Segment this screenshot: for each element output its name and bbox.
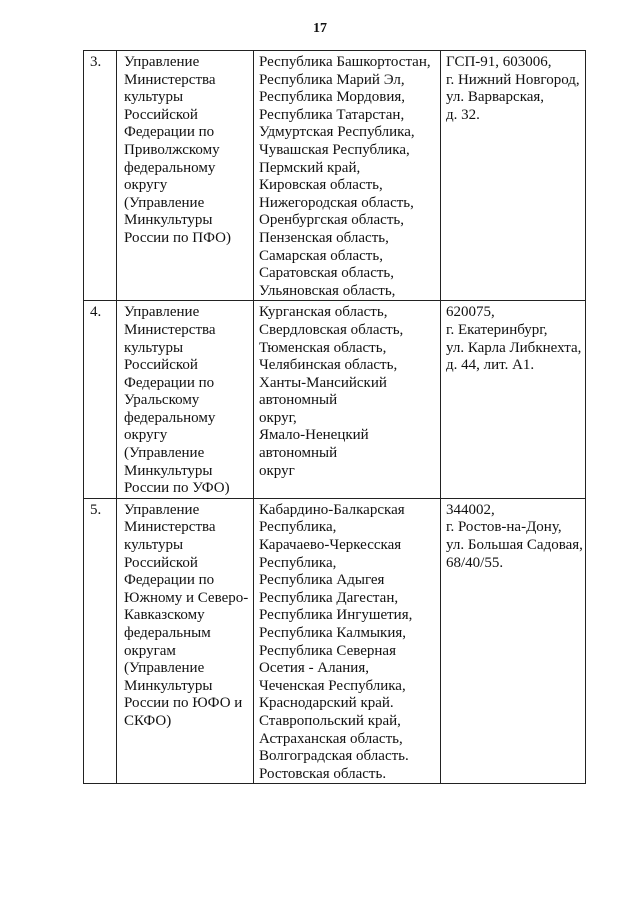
cell-line: федеральным (124, 625, 211, 641)
cell-line: Российской (124, 554, 198, 571)
cell-line: Ямало-Ненецкий (259, 427, 369, 444)
cell-line: Управление (124, 54, 200, 70)
cell-line: ул. Варварская, (446, 89, 545, 106)
cell-line: ул. Большая Садовая, (446, 537, 583, 554)
cell-line: культуры (124, 537, 184, 554)
cell-line: Пензенская область, (259, 229, 389, 246)
cell-line: Минкультуры (124, 462, 213, 479)
cell-line: России по УФО) (124, 480, 230, 497)
cell-line: (Управление (124, 445, 205, 462)
cell-line: 620075, (446, 304, 495, 321)
cell-line: Уральскому (124, 392, 200, 409)
table-row (84, 51, 586, 301)
cell-line: Карачаево-Черкесская (259, 537, 402, 554)
cell-line: Республика Марий Эл, (259, 71, 405, 88)
cell-line: Минкультуры (124, 212, 213, 229)
cell-line: федеральному (124, 409, 216, 426)
cell-line: Пермский край, (259, 159, 361, 176)
cell-line: Оренбургская область, (259, 212, 404, 229)
table-row (84, 498, 586, 784)
cell-line: (Управление (124, 194, 205, 211)
cell-line: 344002, (446, 501, 495, 518)
cell-line: г. Нижний Новгород, (446, 71, 580, 88)
cell-line: Министерства (124, 71, 216, 88)
cell-line: д. 32. (446, 106, 480, 123)
cell-line: культуры (124, 89, 184, 106)
authority-name-cell (117, 301, 254, 499)
cell-line: России по ЮФО и (124, 695, 243, 712)
authority-name-cell (117, 498, 254, 784)
cell-line: Курганская область, (259, 304, 388, 321)
cell-line: Минкультуры (124, 677, 213, 694)
cell-line: Республика, (259, 554, 337, 571)
cell-line: Волгоградская область. (259, 748, 409, 765)
cell-line: Ханты-Мансийский (259, 374, 387, 391)
cell-line: Приволжскому (124, 141, 220, 158)
cell-line: Российской (124, 357, 198, 374)
regions-cell (254, 51, 441, 301)
cell-line: Управление (124, 304, 200, 321)
cell-line: Республика Северная (259, 642, 396, 659)
cell-line: Краснодарский край. (259, 695, 394, 712)
cell-line: 68/40/55. (446, 554, 504, 571)
cell-line: ул. Карла Либкнехта, (446, 339, 582, 356)
cell-line: Управление (124, 501, 200, 518)
address-cell (441, 51, 586, 301)
cell-line: Ульяновская область, (259, 282, 396, 299)
row-number-cell: 4. (84, 301, 117, 499)
cell-line: округам (124, 642, 176, 659)
cell-line: Самарская область, (259, 247, 383, 264)
cell-line: Осетия - Алания, (259, 660, 369, 677)
cell-line: Саратовская область, (259, 265, 395, 282)
cell-line: Республика Ингушетия, (259, 607, 413, 624)
cell-line: Астраханская область, (259, 730, 403, 747)
cell-line: Республика Башкортостан, (259, 54, 431, 70)
cell-line: г. Екатеринбург, (446, 321, 548, 338)
table-row (84, 301, 586, 499)
cell-line: округ (259, 462, 295, 479)
row-number-cell: 5. (84, 498, 117, 784)
cell-line: Тюменская область, (259, 339, 387, 356)
authorities-table (83, 50, 586, 784)
cell-line: Республика Татарстан, (259, 106, 405, 123)
cell-line: Республика, (259, 519, 337, 536)
cell-line: России по ПФО) (124, 229, 231, 246)
cell-line: Чеченская Республика, (259, 677, 406, 694)
cell-line: Республика Дагестан, (259, 589, 399, 606)
cell-line: ГСП-91, 603006, (446, 54, 552, 70)
cell-line: Ставропольский край, (259, 712, 401, 729)
cell-line: д. 44, лит. А1. (446, 357, 535, 374)
cell-line: Федерации по (124, 572, 215, 589)
cell-line: Министерства (124, 519, 216, 536)
cell-line: Кавказскому (124, 607, 205, 624)
cell-line: Свердловская область, (259, 321, 404, 338)
address-cell (441, 301, 586, 499)
cell-line: Федерации по (124, 374, 215, 391)
cell-line: Республика Мордовия, (259, 89, 406, 106)
cell-line: Республика Адыгея (259, 572, 385, 589)
cell-line: г. Ростов-на-Дону, (446, 519, 562, 536)
regions-cell (254, 301, 441, 499)
cell-line: Кабардино-Балкарская (259, 501, 405, 518)
address-cell (441, 498, 586, 784)
cell-line: федеральному (124, 159, 216, 176)
cell-line: Удмуртская Республика, (259, 124, 415, 141)
cell-line: Чувашская Республика, (259, 141, 410, 158)
cell-line: Министерства (124, 321, 216, 338)
cell-line: Федерации по (124, 124, 215, 141)
cell-line: культуры (124, 339, 184, 356)
cell-line: автономный (259, 392, 338, 409)
row-number-cell: 3. (84, 51, 117, 301)
cell-line: автономный (259, 445, 338, 462)
cell-line: округу (124, 177, 168, 194)
cell-line: Кировская область, (259, 177, 383, 194)
cell-line: Республика Калмыкия, (259, 625, 407, 641)
cell-line: округу (124, 427, 168, 444)
authority-name-cell (117, 51, 254, 301)
cell-line: (Управление (124, 660, 205, 677)
cell-line: СКФО) (124, 712, 172, 729)
page-number: 17 (313, 21, 327, 36)
cell-line: Челябинская область, (259, 357, 398, 374)
cell-line: Российской (124, 106, 198, 123)
cell-line: Нижегородская область, (259, 194, 414, 211)
cell-line: Ростовская область. (259, 765, 387, 782)
regions-cell (254, 498, 441, 784)
cell-line: округ, (259, 409, 297, 426)
cell-line: Южному и Северо- (124, 589, 249, 606)
